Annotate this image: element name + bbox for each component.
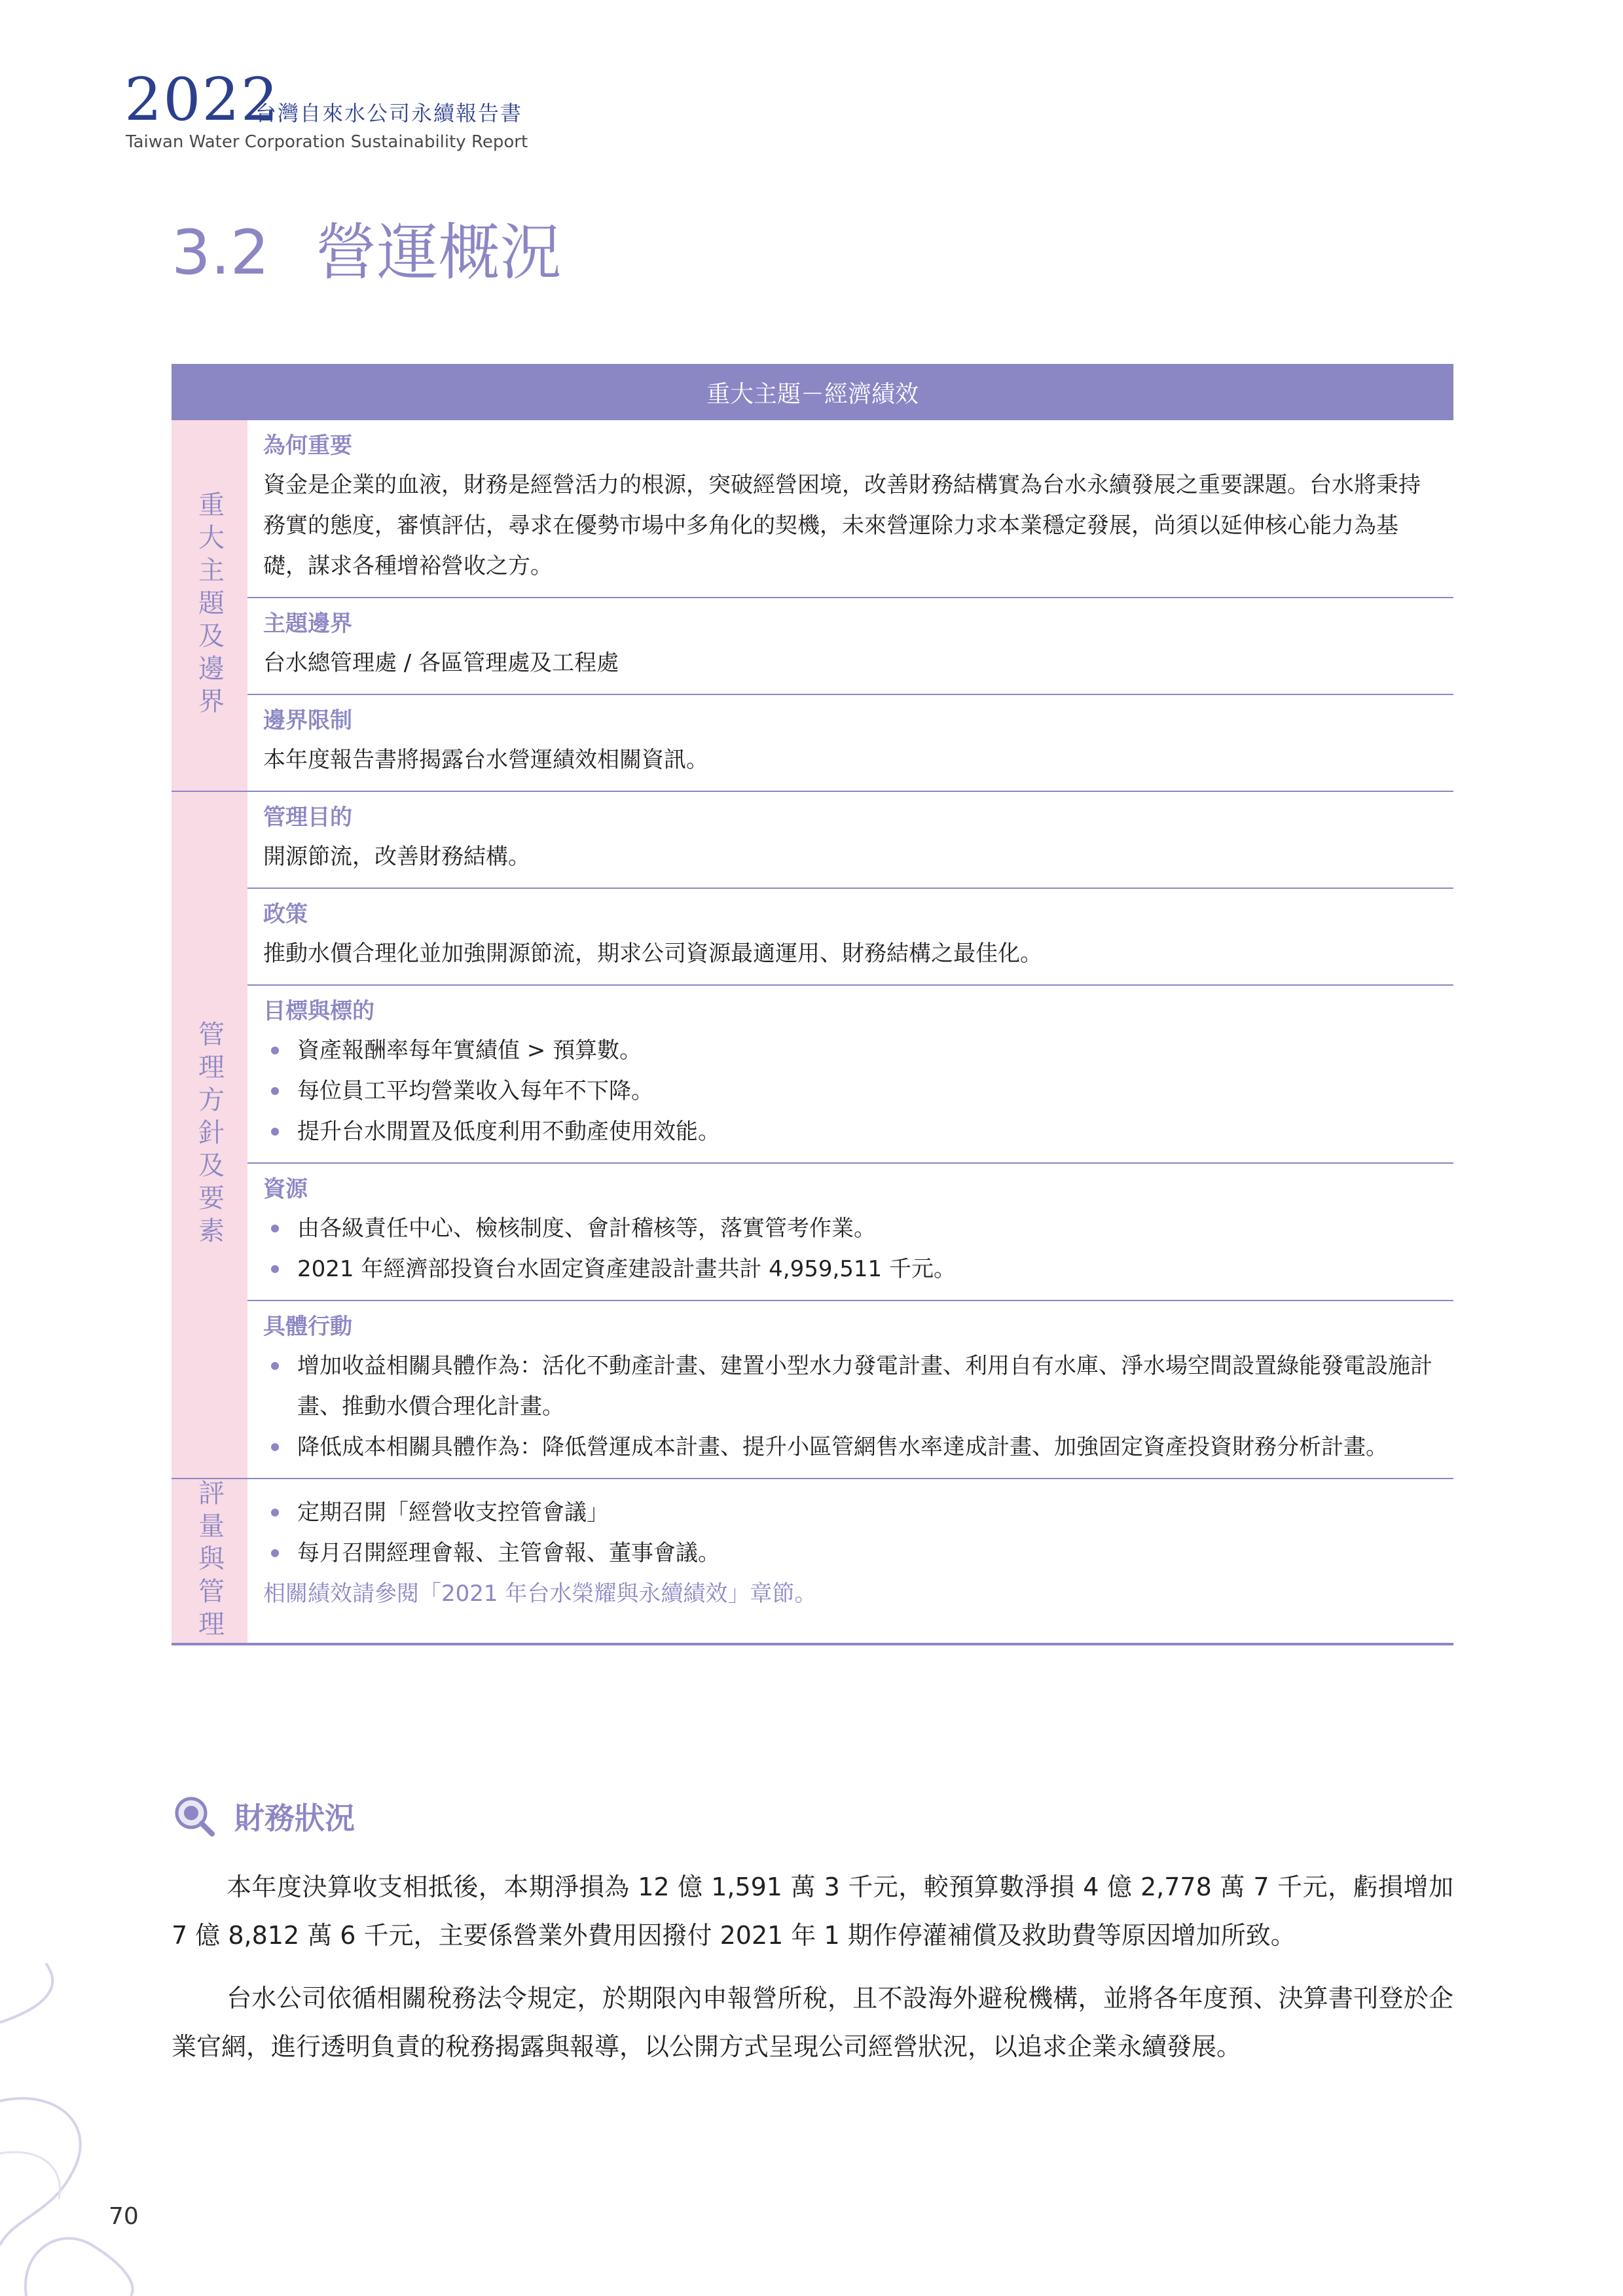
list-item: 定期召開「經營收支控管會議」: [263, 1492, 1440, 1533]
list-item: 2021 年經濟部投資台水固定資產建設計畫共計 4,959,511 千元。: [263, 1249, 1440, 1289]
group-body: [247, 420, 1453, 791]
finance-body: [172, 1863, 1453, 2085]
section-number: 3.2: [172, 217, 270, 289]
cell-text: 開源節流，改善財務結構。: [263, 844, 530, 870]
table-cell: [247, 888, 1453, 984]
list-item: 提升台水閒置及低度利用不動產使用效能。: [263, 1111, 1440, 1152]
table-cell: [247, 597, 1453, 694]
table-cell: [247, 1300, 1453, 1478]
table-cell: [247, 1162, 1453, 1300]
finance-heading: [172, 1793, 355, 1839]
cell-title: 政策: [263, 901, 308, 927]
cell-title: 資源: [263, 1176, 308, 1202]
report-title-en: Taiwan Water Corporation Sustainability Report: [126, 132, 528, 152]
table-group-management: [172, 791, 1453, 1478]
water-wave-decoration: [0, 1937, 157, 2296]
table-cell: [247, 420, 1453, 597]
group-label: 評量與管理: [172, 1479, 247, 1643]
topic-table: [172, 364, 1453, 1645]
cell-title: 邊界限制: [263, 708, 352, 734]
list-item: 增加收益相關具體作為：活化不動產計畫、建置小型水力發電計畫、利用自有水庫、淨水場空間設置綠能發電設施計畫、推動水價合理化計畫。: [263, 1346, 1440, 1427]
bullet-list: [263, 1492, 1440, 1573]
bullet-list: [263, 1208, 1440, 1289]
cell-title: 具體行動: [263, 1314, 352, 1340]
group-label: 管理方針及要素: [172, 792, 247, 1478]
table-cell: [247, 694, 1453, 791]
cell-text: 推動水價合理化並加強開源節流，期求公司資源最適運用、財務結構之最佳化。: [263, 941, 1042, 967]
cell-text: 資金是企業的血液，財務是經營活力的根源，突破經營困境，改善財務結構實為台水永續發展之重要課題。台水將秉持務實的態度，審慎評估，尋求在優勢市場中多角化的契機，未來營運除力求本業穩定發展，尚須以延伸核心能力為基礎，謀求各種增裕營收之方。: [263, 472, 1421, 579]
table-header: 重大主題－經濟績效: [172, 364, 1453, 420]
table-group-evaluation: [172, 1478, 1453, 1643]
group-body: [247, 792, 1453, 1478]
cell-title: 主題邊界: [263, 611, 352, 637]
page-number: 70: [109, 2203, 139, 2230]
table-cell: [247, 984, 1453, 1162]
bullet-list: [263, 1030, 1440, 1152]
list-item: 資產報酬率每年實績值 > 預算數。: [263, 1030, 1440, 1071]
cell-text: 台水總管理處 / 各區管理處及工程處: [263, 650, 619, 676]
report-year: 2022: [124, 65, 280, 134]
report-title-zh: 台灣自來水公司永續報告書: [255, 101, 523, 126]
finance-paragraph: 台水公司依循相關稅務法令規定，於期限內申報營所稅，且不設海外避稅機構，並將各年度預、決算書刊登於企業官網，進行透明負責的稅務揭露與報導，以公開方式呈現公司經營狀況，以追求企業永續發展。: [172, 1984, 1453, 2061]
reference-note: 相關績效請參閱「2021 年台水榮耀與永續績效」章節。: [263, 1581, 817, 1607]
cell-text: 本年度報告書將揭露台水營運績效相關資訊。: [263, 747, 708, 773]
list-item: 降低成本相關具體作為：降低營運成本計畫、提升小區管網售水率達成計畫、加強固定資產投資財務分析計畫。: [263, 1427, 1440, 1467]
table-cell: [247, 1479, 1453, 1628]
cell-title: 目標與標的: [263, 998, 374, 1024]
section-heading: [172, 217, 562, 289]
finance-title: 財務狀況: [234, 1801, 355, 1836]
section-title: 營運概況: [315, 217, 562, 289]
finance-paragraph: 本年度決算收支相抵後，本期淨損為 12 億 1,591 萬 3 千元，較預算數淨損 4 億 2,778 萬 7 千元，虧損增加 7 億 8,812 萬 6 千元，主要係營業外費用因撥付 2021 年 1 期作停灌補償及救助費等原因增加所致。: [172, 1873, 1453, 1950]
list-item: 每位員工平均營業收入每年不下降。: [263, 1071, 1440, 1111]
table-group-topic-boundary: [172, 420, 1453, 791]
table-bottom-rule: [172, 1643, 1453, 1645]
cell-title: 管理目的: [263, 804, 352, 831]
list-item: 由各級責任中心、檢核制度、會計稽核等，落實管考作業。: [263, 1208, 1440, 1249]
bullet-list: [263, 1346, 1440, 1467]
group-label: 重大主題及邊界: [172, 420, 247, 791]
group-body: [247, 1479, 1453, 1643]
table-cell: [247, 792, 1453, 888]
list-item: 每月召開經理會報、主管會報、董事會議。: [263, 1533, 1440, 1573]
magnifier-icon: [172, 1793, 217, 1839]
cell-title: 為何重要: [263, 433, 352, 459]
